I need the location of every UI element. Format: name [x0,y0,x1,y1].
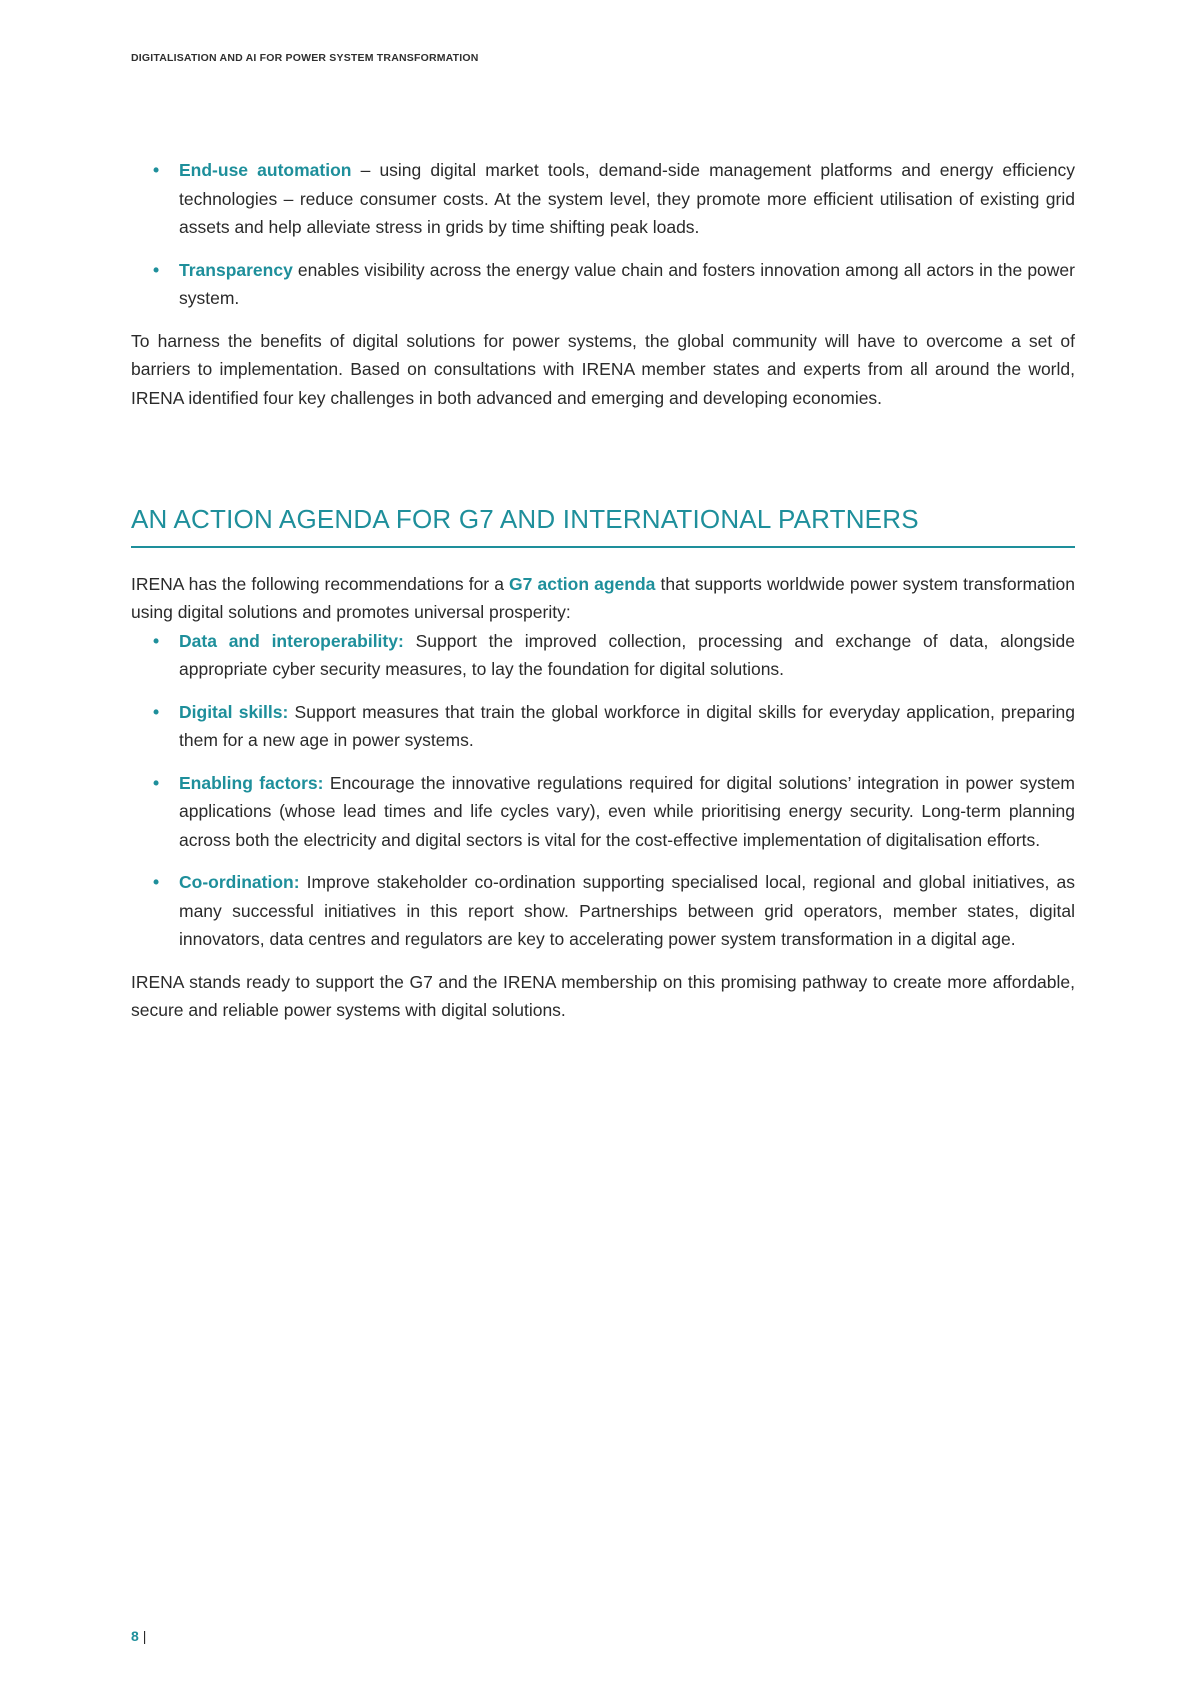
list-item [131,156,1075,242]
page-number [131,1628,146,1644]
page-number-separator: | [142,1628,147,1644]
section-heading: AN ACTION AGENDA FOR G7 AND INTERNATIONAL PARTNERS [131,502,1075,548]
section-intro [131,570,1075,627]
bullet-text: enables visibility across the energy value chain and fosters innovation among all actors in the power system. [179,259,1075,308]
bullet-text: Encourage the innovative regulations required for digital solutions’ integration in power system applications (whose lead times and life cycles vary), even while prioritising energy security. Long-term planning across both the electricity and digital sectors is vital for the cost-effective implementation of digitalisation efforts. [179,772,1075,850]
bullet-text: Support the improved collection, processing and exchange of data, alongside appropriate cyber security measures, to lay the foundation for digital solutions. [179,630,1075,680]
bullet-term: Enabling factors: [179,772,324,793]
section-intro-highlight: G7 action agenda [509,573,656,594]
bullet-term: Digital skills: [179,701,289,722]
bullet-term: Transparency [179,259,293,280]
bullet-term: Co-ordination: [179,872,300,893]
bullet-text: – using digital market tools, demand-side management platforms and energy efficiency technologies – reduce consumer costs. At the system level, they promote more efficient utilisation of existing grid assets and help alleviate stress in grids by time shifting peak loads. [179,160,1075,237]
bullet-term: Data and interoperability: [179,630,404,651]
list-item [131,256,1075,313]
section-intro-before: IRENA has the following recommendations for a [131,573,510,594]
top-bullet-list [131,156,1075,313]
bullet-text: Support measures that train the global workforce in digital skills for everyday application, preparing them for a new age in power systems. [179,701,1075,751]
section-intro-after: that supports worldwide power system transformation using digital solutions and promotes universal prosperity: [131,573,1075,623]
page-number-value: 8 [131,1628,139,1644]
bullet-term: End-use automation [179,160,352,180]
page-content [131,156,1075,1025]
list-item [131,627,1075,684]
closing-paragraph: IRENA stands ready to support the G7 and the IRENA membership on this promising pathway to create more affordable, secure and reliable power systems with digital solutions. [131,971,1075,1021]
recommendation-list [131,627,1075,954]
bullet-text: Improve stakeholder co-ordination supporting specialised local, regional and global initiatives, as many successful initiatives in this report show. Partnerships between grid operators, member states, digital innovators, data centres and regulators are key to accelerating power system transformation in a digital age. [179,872,1075,950]
list-item [131,769,1075,855]
list-item [131,698,1075,755]
intro-paragraph: To harness the benefits of digital solutions for power systems, the global community will have to overcome a set of barriers to implementation. Based on consultations with IRENA member states and experts from all around the world, IRENA identified four key challenges in both advanced and emerging and developing economies. [131,330,1075,408]
list-item [131,868,1075,954]
running-header: DIGITALISATION AND AI FOR POWER SYSTEM TRANSFORMATION [131,52,479,64]
